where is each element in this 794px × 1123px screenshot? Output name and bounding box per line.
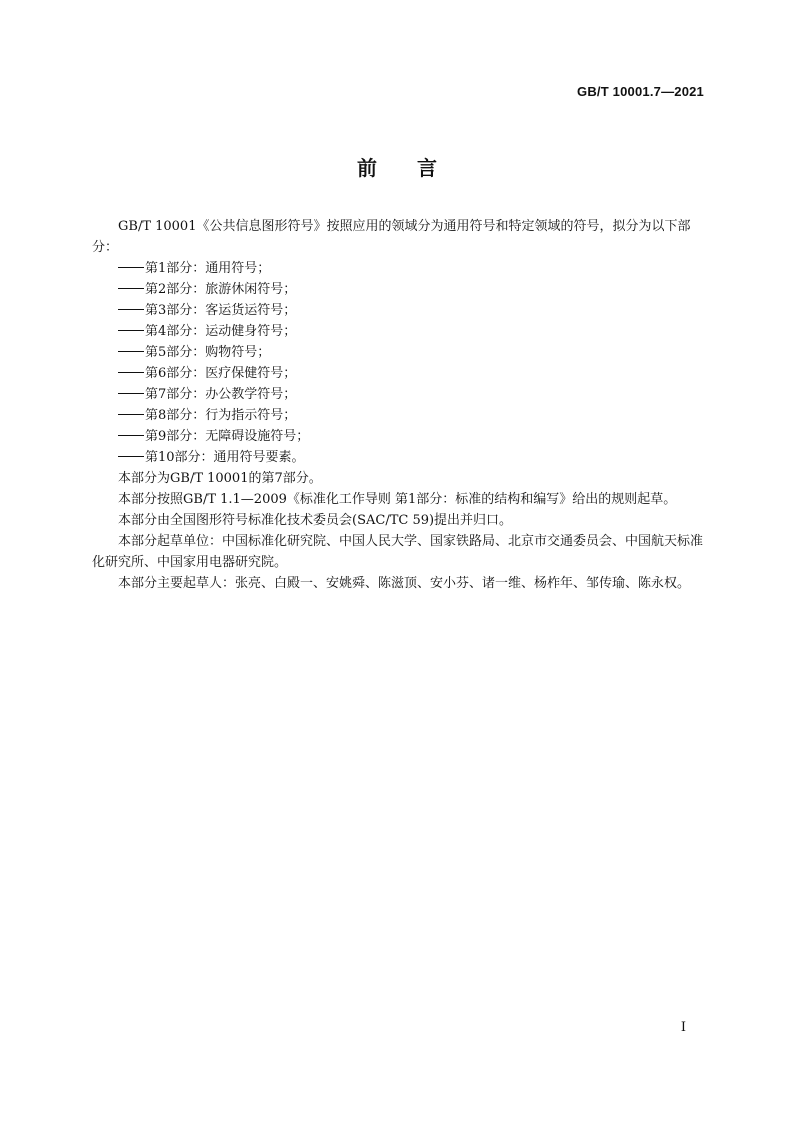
list-item-text: 第9部分：无障碍设施符号；: [145, 429, 310, 444]
dash-mark: [118, 372, 144, 374]
list-item: [92, 363, 704, 384]
list-item: [92, 321, 704, 342]
list-item: [92, 426, 704, 447]
dash-mark: [118, 330, 144, 332]
list-item-text: 第6部分：医疗保健符号；: [145, 366, 297, 381]
dash-mark: [118, 393, 144, 395]
intro-paragraph: GB/T 10001《公共信息图形符号》按照应用的领域分为通用符号和特定领域的符号，拟分为以下部分：: [92, 219, 691, 255]
standard-code: GB/T 10001.7—2021: [577, 84, 704, 99]
list-item-text: 第4部分：运动健身符号；: [145, 324, 297, 339]
list-item: [92, 300, 704, 321]
page-title: 前言: [357, 156, 477, 180]
list-item-text: 第5部分：购物符号；: [145, 345, 271, 360]
list-item: [92, 384, 704, 405]
list-item: [92, 405, 704, 426]
foreword-body: [92, 216, 704, 594]
proposed-by-statement: 本部分由全国图形符号标准化技术委员会(SAC/TC 59)提出并归口。: [118, 513, 513, 528]
dash-mark: [118, 456, 144, 458]
list-item-text: 第2部分：旅游休闲符号；: [145, 282, 297, 297]
list-item-text: 第3部分：客运货运符号；: [145, 303, 297, 318]
list-item: [92, 258, 704, 279]
page-number: I: [680, 1020, 686, 1035]
drafters-statement: 本部分主要起草人：张亮、白殿一、安姚舜、陈滋顶、安小芬、诸一维、杨柞年、邹传瑜、陈永权。: [118, 576, 691, 591]
list-item-text: 第1部分：通用符号；: [145, 261, 271, 276]
dash-mark: [118, 267, 144, 269]
dash-mark: [118, 414, 144, 416]
dash-mark: [118, 351, 144, 353]
dash-mark: [118, 309, 144, 311]
list-item-text: 第7部分：办公教学符号；: [145, 387, 297, 402]
list-item: [92, 447, 704, 468]
list-item: [92, 279, 704, 300]
drafting-units-statement: 本部分起草单位：中国标准化研究院、中国人民大学、国家铁路局、北京市交通委员会、中国航天标准化研究所、中国家用电器研究院。: [92, 534, 704, 570]
dash-mark: [118, 288, 144, 290]
list-item-text: 第8部分：行为指示符号；: [145, 408, 297, 423]
drafting-rules-statement: 本部分按照GB/T 1.1—2009《标准化工作导则 第1部分：标准的结构和编写》给出的规则起草。: [118, 492, 677, 507]
part-of-statement: 本部分为GB/T 10001的第7部分。: [118, 471, 322, 486]
list-item-text: 第10部分：通用符号要素。: [145, 450, 305, 465]
list-item: [92, 342, 704, 363]
dash-mark: [118, 435, 144, 437]
